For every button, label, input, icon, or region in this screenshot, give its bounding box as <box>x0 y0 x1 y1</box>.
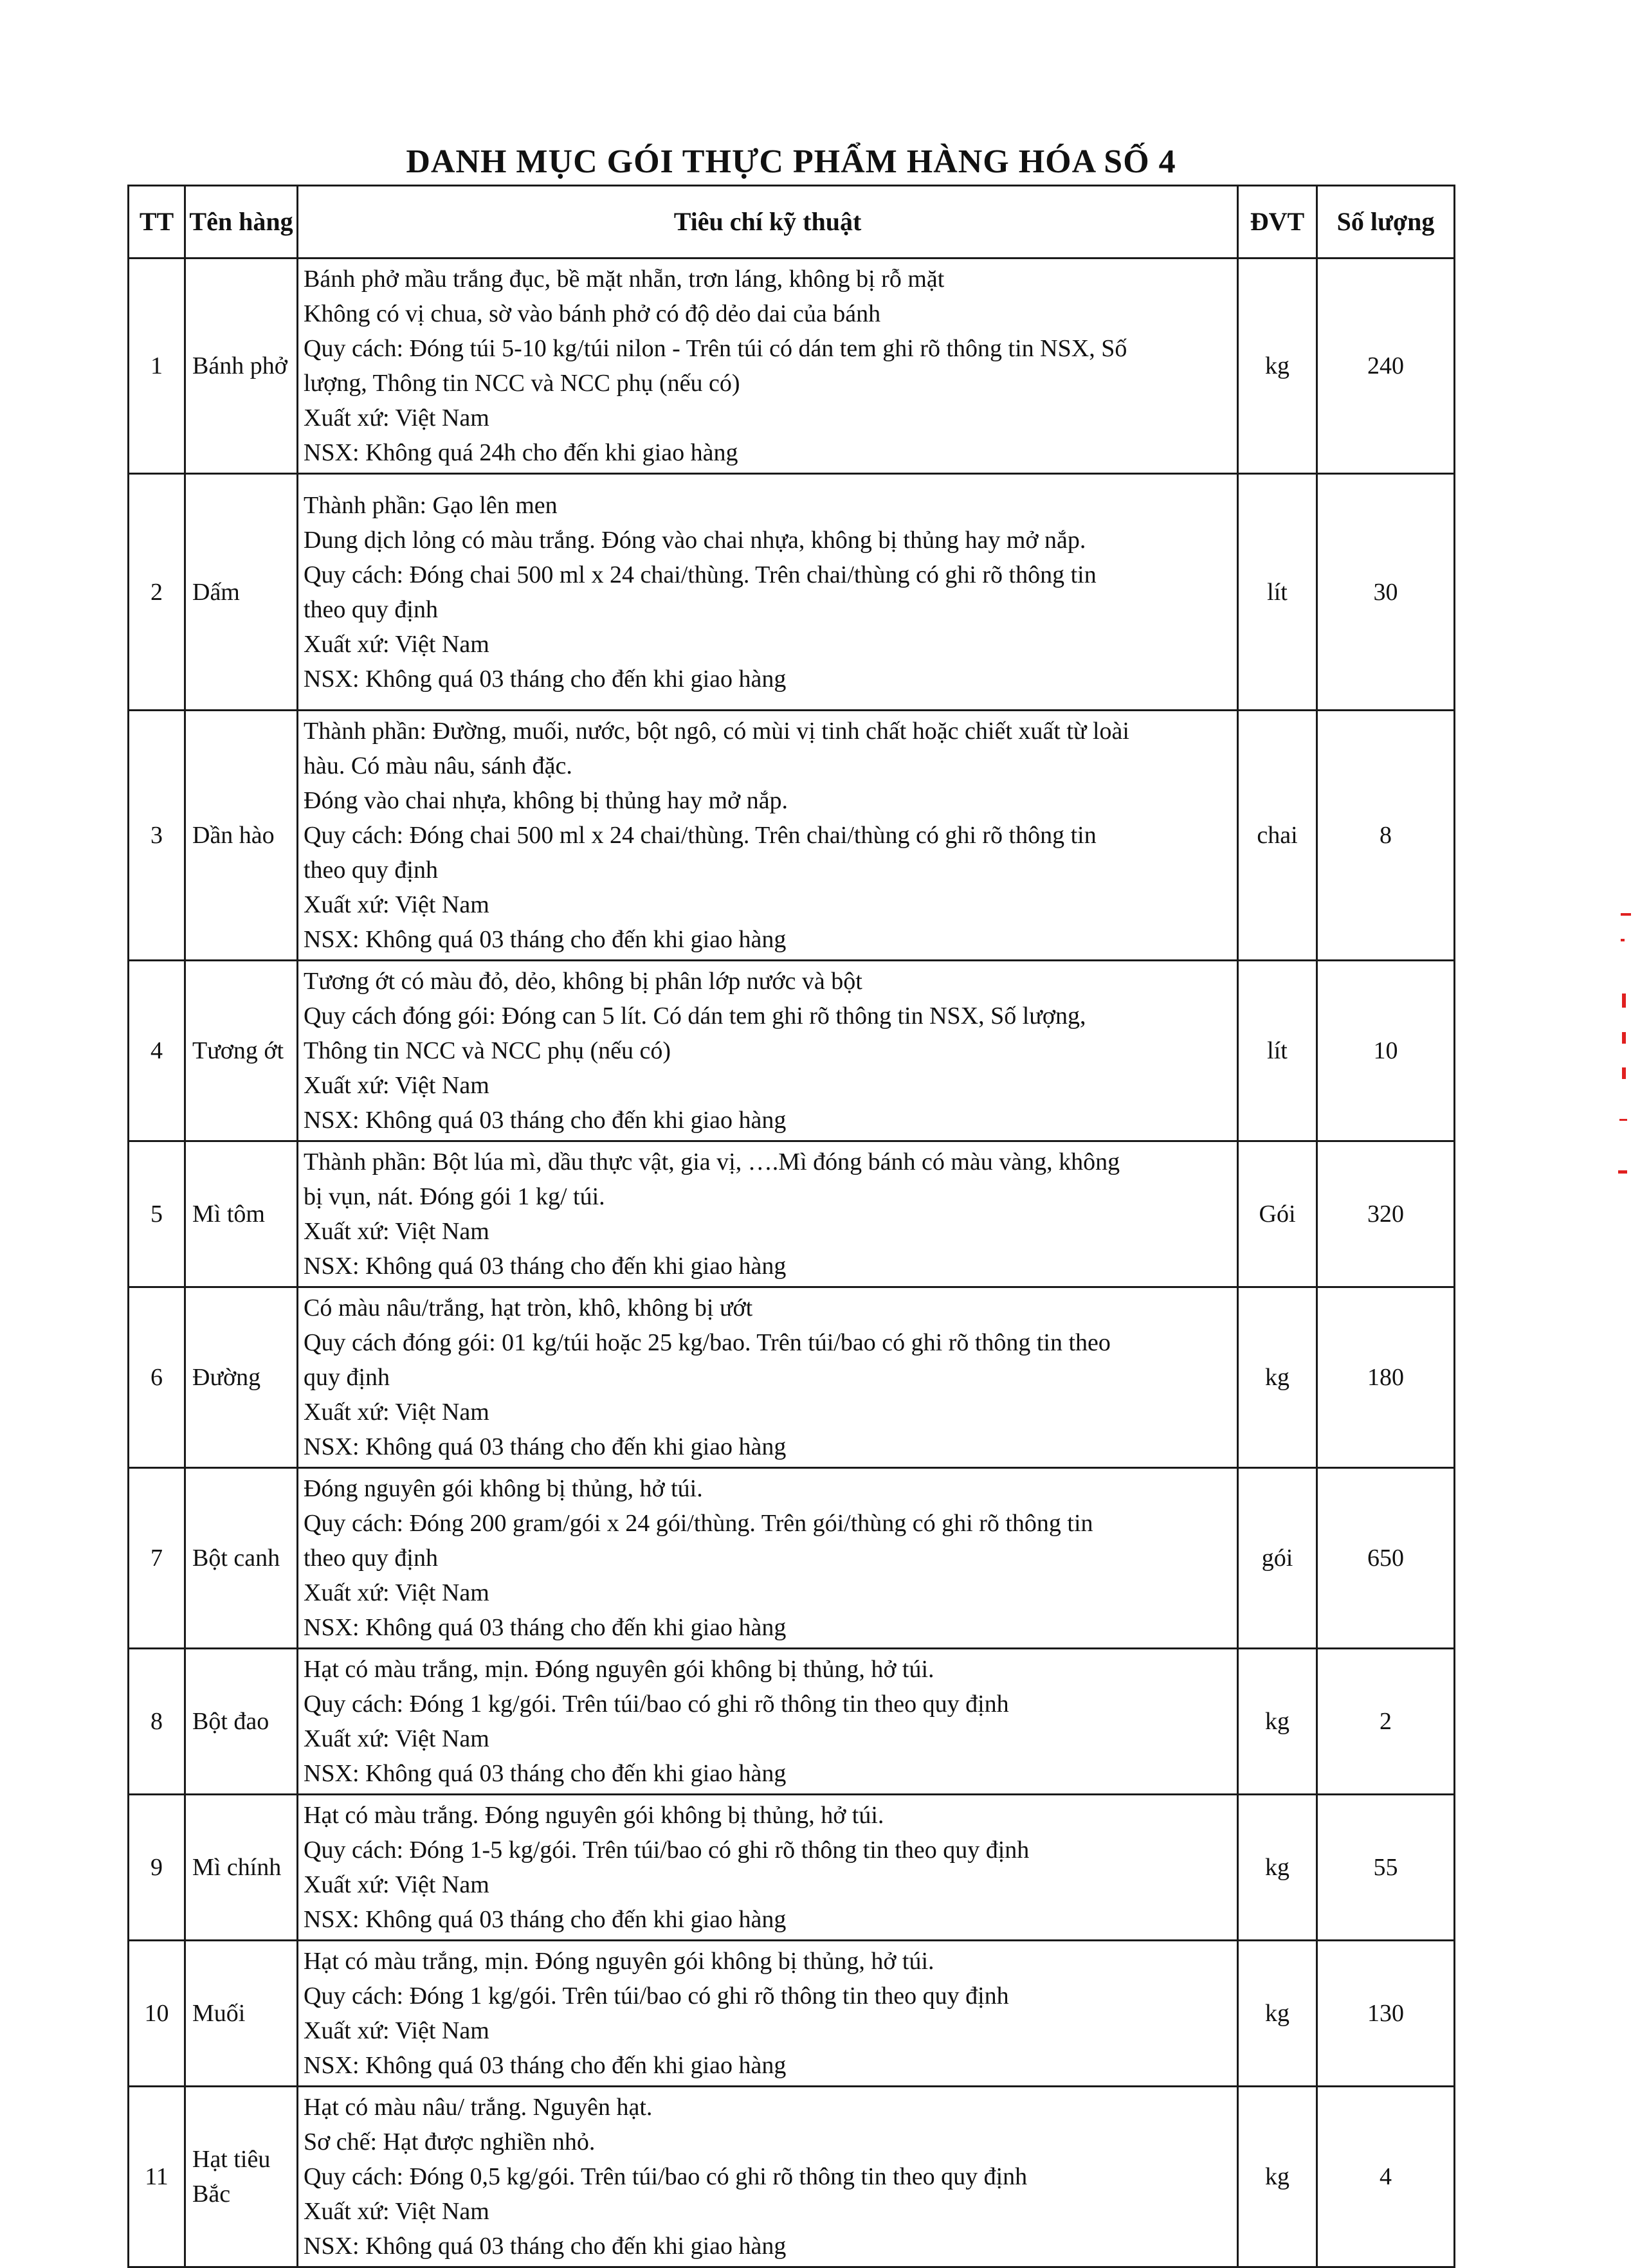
spec-line: Xuất xứ: Việt Nam <box>304 404 489 431</box>
spec-line: NSX: Không quá 03 tháng cho đến khi giao hàng <box>304 1906 787 1933</box>
item-quantity: 8 <box>1317 711 1455 961</box>
spec-line: Xuất xứ: Việt Nam <box>304 1072 489 1099</box>
header-name: Tên hàng <box>185 186 298 259</box>
row-number: 1 <box>129 259 185 474</box>
spec-line: Xuất xứ: Việt Nam <box>304 1579 489 1606</box>
spec-line: Xuất xứ: Việt Nam <box>304 1399 489 1426</box>
item-name: Dấm <box>185 474 298 711</box>
item-name: Mì tôm <box>185 1141 298 1287</box>
spec-line: Quy cách: Đóng 0,5 kg/gói. Trên túi/bao có ghi rõ thông tin theo quy định <box>304 2163 1028 2190</box>
item-quantity: 4 <box>1317 2087 1455 2267</box>
item-quantity: 55 <box>1317 1795 1455 1941</box>
spec-line: NSX: Không quá 03 tháng cho đến khi giao hàng <box>304 1433 787 1460</box>
spec-line: Thành phần: Gạo lên men <box>304 491 558 519</box>
item-quantity: 320 <box>1317 1141 1455 1287</box>
spec-line: NSX: Không quá 03 tháng cho đến khi giao hàng <box>304 2233 787 2260</box>
item-quantity: 2 <box>1317 1649 1455 1795</box>
item-quantity: 650 <box>1317 1468 1455 1649</box>
item-spec <box>298 1649 1238 1795</box>
spec-line: Quy cách đóng gói: Đóng can 5 lít. Có dán tem ghi rõ thông tin NSX, Số lượng, <box>304 1002 1086 1030</box>
spec-line: quy định <box>304 1364 390 1391</box>
row-number: 5 <box>129 1141 185 1287</box>
table-row <box>129 2087 1455 2267</box>
spec-line: Hạt có màu nâu/ trắng. Nguyên hạt. <box>304 2094 653 2121</box>
item-spec <box>298 711 1238 961</box>
spec-line: Bánh phở mầu trắng đục, bề mặt nhẵn, trơn láng, không bị rỗ mặt <box>304 266 945 293</box>
spec-line: Quy cách: Đóng 1-5 kg/gói. Trên túi/bao có ghi rõ thông tin theo quy định <box>304 1837 1030 1864</box>
item-unit: gói <box>1238 1468 1317 1649</box>
spec-line: NSX: Không quá 03 tháng cho đến khi giao hàng <box>304 1253 787 1280</box>
row-number: 10 <box>129 1941 185 2087</box>
item-name: Muối <box>185 1941 298 2087</box>
table-row <box>129 711 1455 961</box>
item-unit: kg <box>1238 2087 1317 2267</box>
row-number: 4 <box>129 961 185 1141</box>
row-number: 11 <box>129 2087 185 2267</box>
margin-mark <box>1618 1170 1627 1174</box>
spec-line: Quy cách: Đóng 1 kg/gói. Trên túi/bao có ghi rõ thông tin theo quy định <box>304 1691 1009 1718</box>
spec-line: NSX: Không quá 03 tháng cho đến khi giao hàng <box>304 1614 787 1641</box>
header-qty: Số lượng <box>1317 186 1455 259</box>
spec-line: theo quy định <box>304 595 438 623</box>
item-unit: kg <box>1238 1649 1317 1795</box>
spec-line: theo quy định <box>304 857 438 884</box>
product-table <box>127 185 1455 2268</box>
item-name: Hạt tiêu Bắc <box>185 2087 298 2267</box>
spec-line: NSX: Không quá 03 tháng cho đến khi giao hàng <box>304 665 787 693</box>
spec-line: Đóng nguyên gói không bị thủng, hở túi. <box>304 1475 703 1502</box>
spec-line: Quy cách đóng gói: 01 kg/túi hoặc 25 kg/bao. Trên túi/bao có ghi rõ thông tin theo <box>304 1329 1111 1356</box>
item-spec <box>298 1941 1238 2087</box>
spec-line: Thành phần: Đường, muối, nước, bột ngô, có mùi vị tinh chất hoặc chiết xuất từ loài <box>304 718 1129 745</box>
item-spec <box>298 2087 1238 2267</box>
spec-line: theo quy định <box>304 1545 438 1572</box>
row-number: 2 <box>129 474 185 711</box>
spec-line: Dung dịch lỏng có màu trắng. Đóng vào chai nhựa, không bị thủng hay mở nắp. <box>304 526 1086 554</box>
item-name: Tương ớt <box>185 961 298 1141</box>
spec-line: NSX: Không quá 24h cho đến khi giao hàng <box>304 439 738 466</box>
spec-line: Quy cách: Đóng túi 5-10 kg/túi nilon - Trên túi có dán tem ghi rõ thông tin NSX, Số <box>304 335 1127 362</box>
margin-mark <box>1621 913 1631 916</box>
item-spec <box>298 1141 1238 1287</box>
spec-line: Có màu nâu/trắng, hạt tròn, khô, không bị ướt <box>304 1294 753 1321</box>
table-body <box>129 259 1455 2267</box>
spec-line: NSX: Không quá 03 tháng cho đến khi giao hàng <box>304 1760 787 1787</box>
item-name: Đường <box>185 1287 298 1468</box>
spec-line: Quy cách: Đóng 1 kg/gói. Trên túi/bao có ghi rõ thông tin theo quy định <box>304 1982 1009 2009</box>
table-row <box>129 961 1455 1141</box>
spec-line: Xuất xứ: Việt Nam <box>304 1218 489 1245</box>
margin-mark <box>1622 1032 1626 1044</box>
item-unit: lít <box>1238 474 1317 711</box>
spec-line: Hạt có màu trắng. Đóng nguyên gói không bị thủng, hở túi. <box>304 1802 884 1829</box>
spec-line: Xuất xứ: Việt Nam <box>304 630 489 658</box>
table-header-row <box>129 186 1455 259</box>
spec-line: Đóng vào chai nhựa, không bị thủng hay mở nắp. <box>304 787 788 814</box>
table-row <box>129 1468 1455 1649</box>
table-row <box>129 259 1455 474</box>
spec-line: Quy cách: Đóng 200 gram/gói x 24 gói/thùng. Trên gói/thùng có ghi rõ thông tin <box>304 1510 1093 1537</box>
spec-line: bị vụn, nát. Đóng gói 1 kg/ túi. <box>304 1183 605 1210</box>
item-quantity: 30 <box>1317 474 1455 711</box>
spec-line: Hạt có màu trắng, mịn. Đóng nguyên gói không bị thủng, hở túi. <box>304 1656 934 1683</box>
spec-line: NSX: Không quá 03 tháng cho đến khi giao hàng <box>304 2052 787 2079</box>
spec-line: Xuất xứ: Việt Nam <box>304 2017 489 2044</box>
margin-mark <box>1622 993 1626 1008</box>
margin-mark <box>1621 939 1625 941</box>
item-quantity: 10 <box>1317 961 1455 1141</box>
header-spec: Tiêu chí kỹ thuật <box>298 186 1238 259</box>
item-unit: kg <box>1238 1795 1317 1941</box>
item-name: Bột canh <box>185 1468 298 1649</box>
item-name: Mì chính <box>185 1795 298 1941</box>
item-spec <box>298 961 1238 1141</box>
row-number: 8 <box>129 1649 185 1795</box>
item-spec <box>298 474 1238 711</box>
item-quantity: 240 <box>1317 259 1455 474</box>
item-unit: kg <box>1238 259 1317 474</box>
item-name: Bột đao <box>185 1649 298 1795</box>
table-row <box>129 1941 1455 2087</box>
spec-line: Xuất xứ: Việt Nam <box>304 891 489 918</box>
spec-line: hàu. Có màu nâu, sánh đặc. <box>304 752 572 779</box>
row-number: 6 <box>129 1287 185 1468</box>
spec-line: Hạt có màu trắng, mịn. Đóng nguyên gói không bị thủng, hở túi. <box>304 1948 934 1975</box>
header-tt: TT <box>129 186 185 259</box>
item-unit: kg <box>1238 1941 1317 2087</box>
table-row <box>129 1141 1455 1287</box>
spec-line: NSX: Không quá 03 tháng cho đến khi giao hàng <box>304 1107 787 1134</box>
item-spec <box>298 259 1238 474</box>
item-unit: kg <box>1238 1287 1317 1468</box>
item-unit: chai <box>1238 711 1317 961</box>
item-spec <box>298 1287 1238 1468</box>
row-number: 7 <box>129 1468 185 1649</box>
spec-line: Xuất xứ: Việt Nam <box>304 2198 489 2225</box>
spec-line: Xuất xứ: Việt Nam <box>304 1871 489 1898</box>
item-unit: Gói <box>1238 1141 1317 1287</box>
page-title: DANH MỤC GÓI THỰC PHẨM HÀNG HÓA SỐ 4 <box>406 143 1176 180</box>
row-number: 9 <box>129 1795 185 1941</box>
spec-line: Quy cách: Đóng chai 500 ml x 24 chai/thùng. Trên chai/thùng có ghi rõ thông tin <box>304 822 1097 849</box>
spec-line: Tương ớt có màu đỏ, dẻo, không bị phân lớp nước và bột <box>304 968 862 995</box>
item-quantity: 130 <box>1317 1941 1455 2087</box>
item-unit: lít <box>1238 961 1317 1141</box>
spec-line: Thành phần: Bột lúa mì, dầu thực vật, gia vị, ….Mì đóng bánh có màu vàng, không <box>304 1148 1120 1175</box>
spec-line: lượng, Thông tin NCC và NCC phụ (nếu có) <box>304 370 740 397</box>
spec-line: Thông tin NCC và NCC phụ (nếu có) <box>304 1037 671 1064</box>
row-number: 3 <box>129 711 185 961</box>
table-row <box>129 474 1455 711</box>
item-spec <box>298 1468 1238 1649</box>
header-unit: ĐVT <box>1238 186 1317 259</box>
spec-line: Sơ chế: Hạt được nghiền nhỏ. <box>304 2128 596 2155</box>
item-quantity: 180 <box>1317 1287 1455 1468</box>
margin-marks <box>1589 900 1640 1222</box>
item-name: Bánh phở <box>185 259 298 474</box>
table-row <box>129 1649 1455 1795</box>
table-row <box>129 1287 1455 1468</box>
margin-mark <box>1622 1067 1626 1079</box>
spec-line: Quy cách: Đóng chai 500 ml x 24 chai/thùng. Trên chai/thùng có ghi rõ thông tin <box>304 561 1097 588</box>
margin-mark <box>1619 1119 1627 1121</box>
spec-line: Không có vị chua, sờ vào bánh phở có độ dẻo dai của bánh <box>304 300 881 327</box>
table-row <box>129 1795 1455 1941</box>
item-name: Dần hào <box>185 711 298 961</box>
spec-line: NSX: Không quá 03 tháng cho đến khi giao hàng <box>304 926 787 953</box>
item-spec <box>298 1795 1238 1941</box>
spec-line: Xuất xứ: Việt Nam <box>304 1725 489 1752</box>
